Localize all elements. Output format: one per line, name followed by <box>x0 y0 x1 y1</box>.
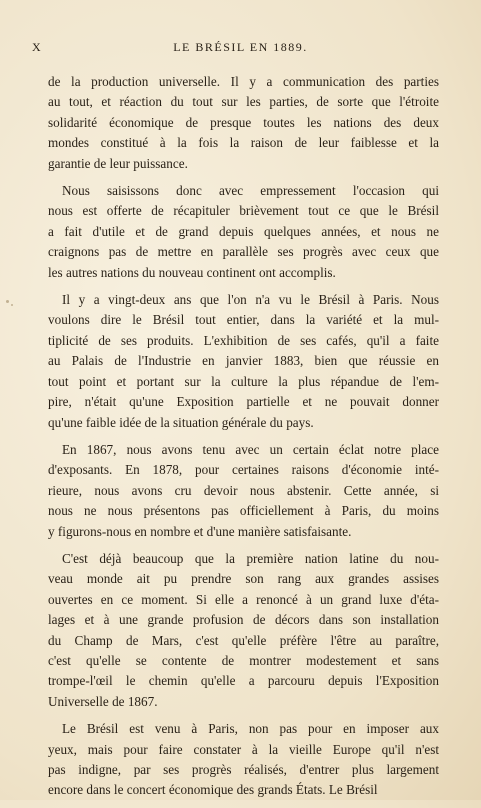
text-line: encore dans le concert économique des grands États. Le Brésil <box>48 782 378 798</box>
text-line: Le Brésil est venu à Paris, non pas pour en imposer aux <box>62 721 439 737</box>
paragraph <box>48 72 439 174</box>
text-line: d'exposants. En 1878, pour certaines raisons d'économie inté- <box>48 462 439 478</box>
page-number: X <box>32 40 43 54</box>
text-line: trompe-l'œil le chemin qu'elle a parcouru depuis l'Exposition <box>48 673 439 689</box>
text-line: mondes constitué à la fois la raison de leur faiblesse et la <box>48 135 439 151</box>
text-line: craignons pas de mettre en parallèle ses progrès avec ceux que <box>48 244 439 260</box>
text-line: c'est qu'elle se contente de montrer modestement et sans <box>48 652 439 668</box>
text-line: veau monde ait pu prendre son rang aux grandes assises <box>48 571 439 587</box>
paragraph <box>48 290 439 433</box>
text-line: ouvertes en ce moment. Si elle a renoncé à un grand luxe d'éta- <box>48 591 439 607</box>
text-line: tiplicité de ses produits. L'exhibition de ses cafés, qu'il a faite <box>48 332 439 348</box>
text-line: du Champ de Mars, c'est qu'elle préfère l'être au paraître, <box>48 632 439 648</box>
page-body <box>48 72 439 808</box>
text-line: au tout, et réaction du tout sur les parties, de sorte que l'étroite <box>48 94 439 110</box>
paper-speck <box>6 300 9 303</box>
text-line: au Palais de l'Industrie en janvier 1883, bien que réussie en <box>48 353 439 369</box>
paragraph <box>48 719 439 801</box>
text-line: y figurons-nous en nombre et d'une manière satisfaisante. <box>48 523 352 539</box>
paragraph <box>48 440 439 542</box>
paper-speck <box>11 304 13 306</box>
text-line: En 1867, nous avons tenu avec un certain éclat notre place <box>62 441 439 457</box>
text-line: pire, n'était qu'une Exposition partielle et ne pouvait donner <box>48 394 439 410</box>
text-line: solidarité économique de presque toutes les nations des deux <box>48 114 439 130</box>
text-line: C'est déjà beaucoup que la première nation latine du nou- <box>62 550 439 566</box>
text-line: de la production universelle. Il y a communication des parties <box>48 74 439 89</box>
text-line: yeux, mais pour faire constater à la vieille Europe qu'il n'est <box>48 741 439 757</box>
text-line: les autres nations du nouveau continent ont accomplis. <box>48 264 336 280</box>
text-line: pas indigne, par ses progrès réalisés, d'entrer plus largement <box>48 762 439 777</box>
text-line: Nous saisissons donc avec empressement l'occasion qui <box>62 183 439 199</box>
text-line: Il y a vingt-deux ans que l'on n'a vu le Brésil à Paris. Nous <box>62 292 439 308</box>
text-line: Universelle de 1867. <box>48 693 158 709</box>
running-header <box>32 40 449 58</box>
text-line: tout point et portant sur la culture la plus répandue de l'em- <box>48 373 439 389</box>
running-title: LE BRÉSIL EN 1889. <box>173 40 308 54</box>
paragraph <box>48 549 439 712</box>
text-line: qu'une faible idée de la situation générale du pays. <box>48 414 314 430</box>
text-line: rieure, nous avons cru devoir nous abstenir. Cette année, si <box>48 482 439 498</box>
text-line: voulons dire le Brésil tout entier, dans la variété et la mul- <box>48 312 439 328</box>
text-line: garantie de leur puissance. <box>48 155 188 171</box>
text-line: nous ne nous présentons pas officiellement à Paris, du moins <box>48 503 439 519</box>
paragraph <box>48 181 439 283</box>
text-line: a fait d'utile et de grand depuis quelques années, et nous ne <box>48 223 439 239</box>
text-line: lages et à une grande profusion de décors dans son installation <box>48 612 439 628</box>
text-line: nous est offerte de récapituler brièvement tout ce que le Brésil <box>48 203 439 219</box>
